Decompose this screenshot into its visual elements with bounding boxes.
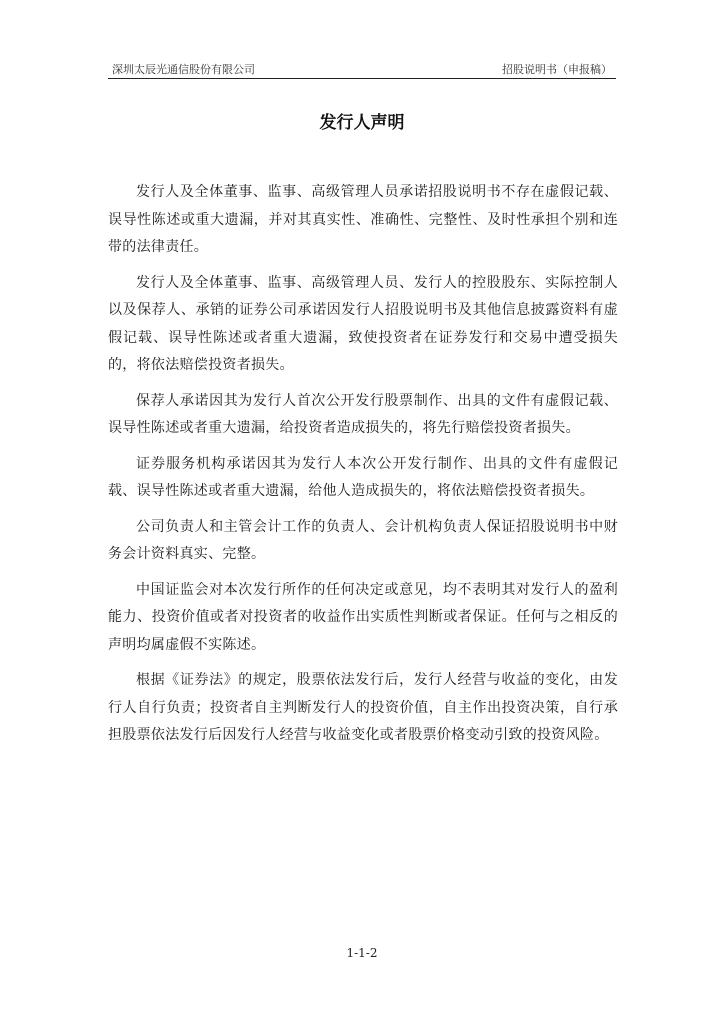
paragraph-financial-accuracy: 公司负责人和主管会计工作的负责人、会计机构负责人保证招股说明书中财务会计资料真实、完整。 xyxy=(108,518,618,562)
header-company-name: 深圳太辰光通信股份有限公司 xyxy=(112,63,255,76)
declaration-body xyxy=(108,179,618,758)
paragraph-investment-risk: 根据《证券法》的规定，股票依法发行后，发行人经营与收益的变化，由发行人自行负责；投资者自主判断发行人的投资价值，自主作出投资决策，自行承担股票依法发行后因发行人经营与收益变化或者股票价格变动引致的投资风险。 xyxy=(108,672,618,743)
header-document-label: 招股说明书（申报稿） xyxy=(502,63,612,76)
paragraph-service-institution-commitment: 证券服务机构承诺因其为发行人本次公开发行制作、出具的文件有虚假记载、误导性陈述或者重大遗漏，给他人造成损失的，将依法赔偿投资者损失。 xyxy=(108,455,618,499)
page-title: 发行人声明 xyxy=(319,113,405,133)
paragraph-csrc-disclaimer: 中国证监会对本次发行所作的任何决定或意见，均不表明其对发行人的盈利能力、投资价值或者对投资者的收益作出实质性判断或者保证。任何与之相反的声明均属虚假不实陈述。 xyxy=(108,581,618,653)
page-number: 1-1-2 xyxy=(346,946,378,960)
page-header xyxy=(108,60,616,79)
paragraph-compensation-commitment: 发行人及全体董事、监事、高级管理人员、发行人的控股股东、实际控制人以及保荐人、承销的证券公司承诺因发行人招股说明书及其他信息披露资料有虚假记载、误导性陈述或者重大遗漏，致使投资者在证券发行和交易中遭受损失的，将依法赔偿投资者损失。 xyxy=(108,274,618,373)
paragraph-directors-commitment: 发行人及全体董事、监事、高级管理人员承诺招股说明书不存在虚假记载、误导性陈述或重大遗漏，并对其真实性、准确性、完整性、及时性承担个别和连带的法律责任。 xyxy=(108,184,618,255)
paragraph-sponsor-commitment: 保荐人承诺因其为发行人首次公开发行股票制作、出具的文件有虚假记载、误导性陈述或者重大遗漏，给投资者造成损失的，将先行赔偿投资者损失。 xyxy=(108,392,618,436)
